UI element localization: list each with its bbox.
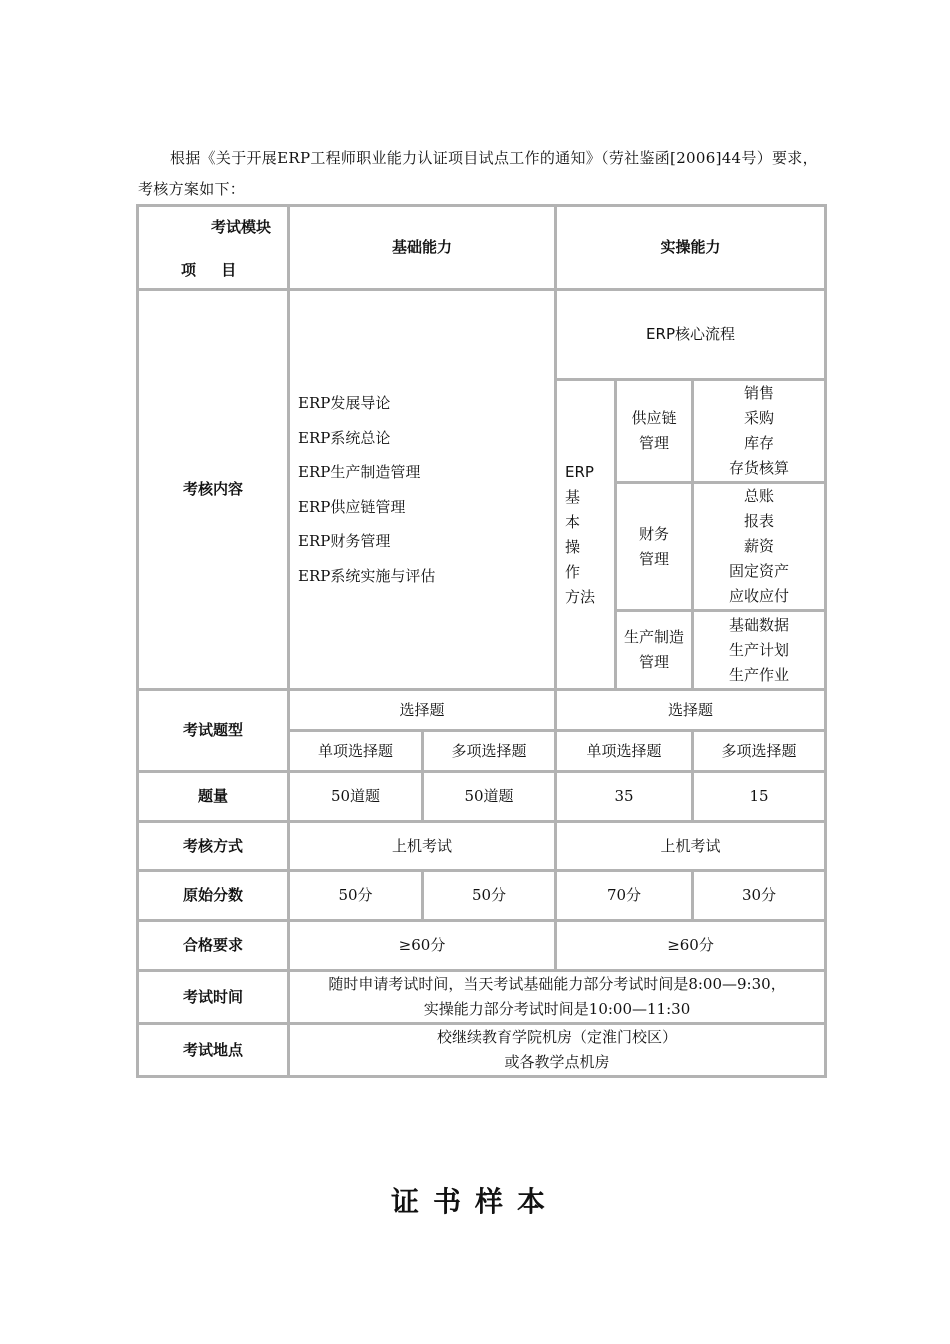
module-item: 固定资产	[729, 562, 790, 580]
module-item: 销售	[744, 384, 775, 402]
erp-basic-line: 操 作	[565, 537, 593, 581]
content-label: 考核内容	[138, 290, 289, 690]
basic-item: ERP供应链管理	[298, 497, 406, 516]
module-name-line: 生产制造	[624, 628, 685, 646]
question-type-basic: 选择题	[289, 690, 556, 731]
multi-choice-basic: 多项选择题	[423, 731, 556, 772]
corner-header-cell	[138, 206, 289, 290]
module-name-supply-chain	[616, 380, 693, 483]
module-item: 库存	[744, 434, 775, 452]
core-flow-cell: ERP核心流程	[556, 290, 826, 380]
score-value: 30分	[693, 871, 826, 921]
single-choice-basic: 单项选择题	[289, 731, 423, 772]
module-item: 采购	[744, 409, 775, 427]
module-items-production	[693, 611, 826, 690]
place-value	[289, 1024, 826, 1077]
module-item: 报表	[744, 512, 775, 530]
basic-item: ERP生产制造管理	[298, 463, 421, 481]
question-type-label: 考试题型	[138, 690, 289, 772]
corner-top-label: 考试模块	[210, 218, 271, 236]
method-row	[138, 822, 826, 871]
count-value: 50道题	[423, 772, 556, 822]
multi-choice-practice: 多项选择题	[693, 731, 826, 772]
intro-paragraph: 根据《关于开展ERP工程师职业能力认证项目试点工作的通知》（劳社鉴函[2006]44号）要求，考核方案如下：	[138, 149, 818, 198]
score-value: 50分	[423, 871, 556, 921]
module-name-line: 管理	[639, 653, 670, 671]
module-items-supply-chain	[693, 380, 826, 483]
basic-item: ERP系统总论	[298, 428, 391, 447]
basic-item: ERP系统实施与评估	[298, 566, 436, 585]
question-type-practice: 选择题	[556, 690, 826, 731]
method-practice: 上机考试	[556, 822, 826, 871]
count-value: 50道题	[289, 772, 423, 822]
single-choice-practice: 单项选择题	[556, 731, 693, 772]
module-item: 总账	[744, 487, 775, 505]
module-name-line: 管理	[639, 549, 670, 568]
score-value: 70分	[556, 871, 693, 921]
pass-label: 合格要求	[138, 921, 289, 971]
question-type-row	[138, 690, 826, 731]
count-label: 题量	[138, 772, 289, 822]
pass-basic: ≥60分	[289, 921, 556, 971]
header-row	[138, 206, 826, 290]
erp-basic-method-cell	[556, 380, 616, 690]
erp-basic-line: 方法	[565, 587, 596, 606]
module-name-line: 供应链	[631, 409, 677, 427]
erp-basic-line: ERP	[565, 462, 594, 481]
basic-item: ERP发展导论	[298, 394, 391, 412]
module-item: 薪资	[744, 537, 775, 555]
module-item: 应收应付	[729, 587, 790, 605]
module-item: 生产作业	[729, 665, 790, 684]
module-item: 生产计划	[729, 640, 790, 659]
count-value: 35	[556, 772, 693, 822]
count-row	[138, 772, 826, 822]
score-row	[138, 871, 826, 921]
time-line: 随时申请考试时间，当天考试基础能力部分考试时间是8:00—9:30，	[328, 975, 786, 993]
place-line: 或各教学点机房	[504, 1053, 610, 1071]
score-value: 50分	[289, 871, 423, 921]
content-row-core	[138, 290, 826, 380]
time-line: 实操能力部分考试时间是10:00—11:30	[423, 1000, 691, 1018]
module-name-line: 财务	[639, 524, 670, 543]
time-row	[138, 971, 826, 1024]
corner-bottom-label: 项 目	[181, 261, 247, 279]
place-row	[138, 1024, 826, 1077]
erp-basic-line: 基 本	[565, 487, 593, 531]
module-items-finance	[693, 483, 826, 611]
practice-ability-header: 实操能力	[556, 206, 826, 290]
exam-scheme-table	[136, 204, 827, 1078]
time-value	[289, 971, 826, 1024]
score-label: 原始分数	[138, 871, 289, 921]
pass-row	[138, 921, 826, 971]
pass-practice: ≥60分	[556, 921, 826, 971]
module-name-production	[616, 611, 693, 690]
basic-ability-header: 基础能力	[289, 206, 556, 290]
method-basic: 上机考试	[289, 822, 556, 871]
module-name-line: 管理	[639, 434, 670, 452]
time-label: 考试时间	[138, 971, 289, 1024]
count-value: 15	[693, 772, 826, 822]
module-name-finance	[616, 483, 693, 611]
place-line: 校继续教育学院机房（定淮门校区）	[437, 1028, 678, 1046]
place-label: 考试地点	[138, 1024, 289, 1077]
basic-item: ERP财务管理	[298, 532, 391, 550]
certificate-sample-title: 证书样本	[390, 1185, 559, 1218]
method-label: 考核方式	[138, 822, 289, 871]
module-item: 存货核算	[729, 459, 790, 477]
module-item: 基础数据	[729, 615, 790, 634]
basic-content-list	[289, 290, 556, 690]
